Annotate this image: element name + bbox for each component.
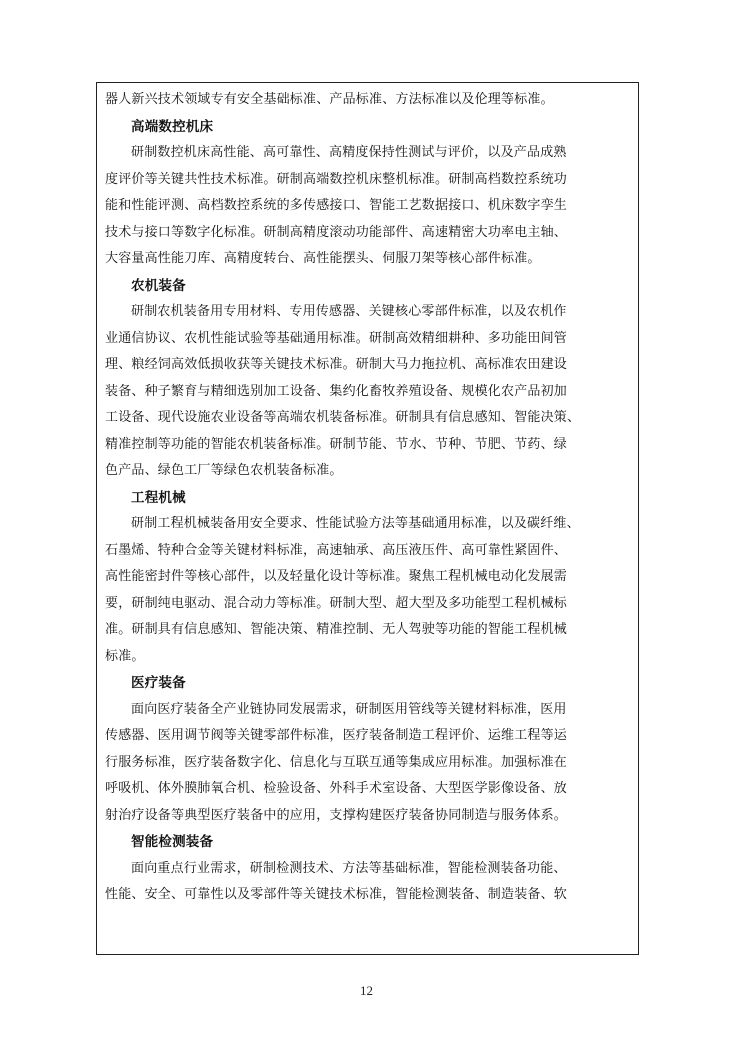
paragraph-line: 性能、安全、可靠性以及零部件等关键技术标准，智能检测装备、制造装备、软: [105, 887, 568, 902]
section-heading-medical: 医疗装备: [131, 675, 186, 691]
paragraph-line: 技术与接口等数字化标准。研制高精度滚动功能部件、高速精密大功率电主轴、: [105, 224, 568, 240]
document-frame: [96, 82, 639, 955]
paragraph-line: 理、粮经饲高效低损收获等关键技术标准。研制大马力拖拉机、高标准农田建设: [105, 357, 568, 372]
paragraph-line: 精准控制等功能的智能农机装备标准。研制节能、节水、节种、节肥、节药、绿: [105, 436, 568, 452]
paragraph-line: 色产品、绿色工厂等绿色农机装备标准。: [105, 463, 343, 478]
section-heading-agricultural: 农机装备: [131, 277, 186, 294]
paragraph-line: 业通信协议、农机性能试验等基础通用标准。研制高效精细耕种、多功能田间管: [105, 330, 568, 346]
paragraph-line: 射治疗设备等典型医疗装备中的应用，支撑构建医疗装备协同制造与服务体系。: [105, 807, 568, 823]
paragraph-line: 面向医疗装备全产业链协同发展需求，研制医用管线等关键材料标准，医用: [131, 701, 567, 717]
continued-paragraph-line: 器人新兴技术领域专有安全基础标准、产品标准、方法标准以及伦理等标准。: [105, 92, 554, 107]
paragraph-line: 石墨烯、特种合金等关键材料标准，高速轴承、高压液压件、高可靠性紧固件、: [105, 542, 568, 558]
section-heading-inspection: 智能检测装备: [131, 834, 214, 850]
paragraph-line: 能和性能评测、高档数控系统的多传感接口、智能工艺数据接口、机床数字孪生: [105, 198, 568, 213]
paragraph-line: 传感器、医用调节阀等关键零部件标准，医疗装备制造工程评价、运维工程等运: [105, 728, 568, 743]
paragraph-line: 呼吸机、体外膜肺氧合机、检验设备、外科手术室设备、大型医学影像设备、放: [105, 781, 568, 796]
paragraph-line: 标准。: [105, 648, 145, 664]
paragraph-line: 工设备、现代设施农业设备等高端农机装备标准。研制具有信息感知、智能决策、: [105, 410, 581, 425]
paragraph-line: 大容量高性能刀库、高精度转台、高性能摆头、伺服刀架等核心部件标准。: [105, 251, 541, 266]
paragraph-line: 研制农机装备用专用材料、专用传感器、关键核心零部件标准，以及农机作: [131, 304, 567, 319]
page-number: 12: [360, 983, 373, 998]
paragraph-line: 度评价等关键共性技术标准。研制高端数控机床整机标准。研制高档数控系统功: [105, 171, 568, 187]
paragraph-line: 研制数控机床高性能、高可靠性、高精度保持性测试与评价，以及产品成熟: [131, 145, 567, 160]
paragraph-line: 行服务标准，医疗装备数字化、信息化与互联互通等集成应用标准。加强标准在: [105, 754, 568, 770]
document-body: [105, 87, 630, 909]
paragraph-line: 装备、种子繁育与精细选别加工设备、集约化畜牧养殖设备、规模化农产品初加: [105, 383, 568, 399]
paragraph-line: 准。研制具有信息感知、智能决策、精准控制、无人驾驶等功能的智能工程机械: [105, 622, 568, 637]
paragraph-line: 研制工程机械装备用安全要求、性能试验方法等基础通用标准，以及碳纤维、: [131, 516, 580, 531]
paragraph-line: 要，研制纯电驱动、混合动力等标准。研制大型、超大型及多功能型工程机械标: [105, 595, 568, 611]
section-heading-construction: 工程机械: [131, 489, 186, 506]
section-heading-cnc: 高端数控机床: [131, 118, 214, 135]
paragraph-line: 高性能密封件等核心部件，以及轻量化设计等标准。聚焦工程机械电动化发展需: [105, 569, 568, 584]
paragraph-line: 面向重点行业需求，研制检测技术、方法等基础标准，智能检测装备功能、: [131, 860, 567, 876]
